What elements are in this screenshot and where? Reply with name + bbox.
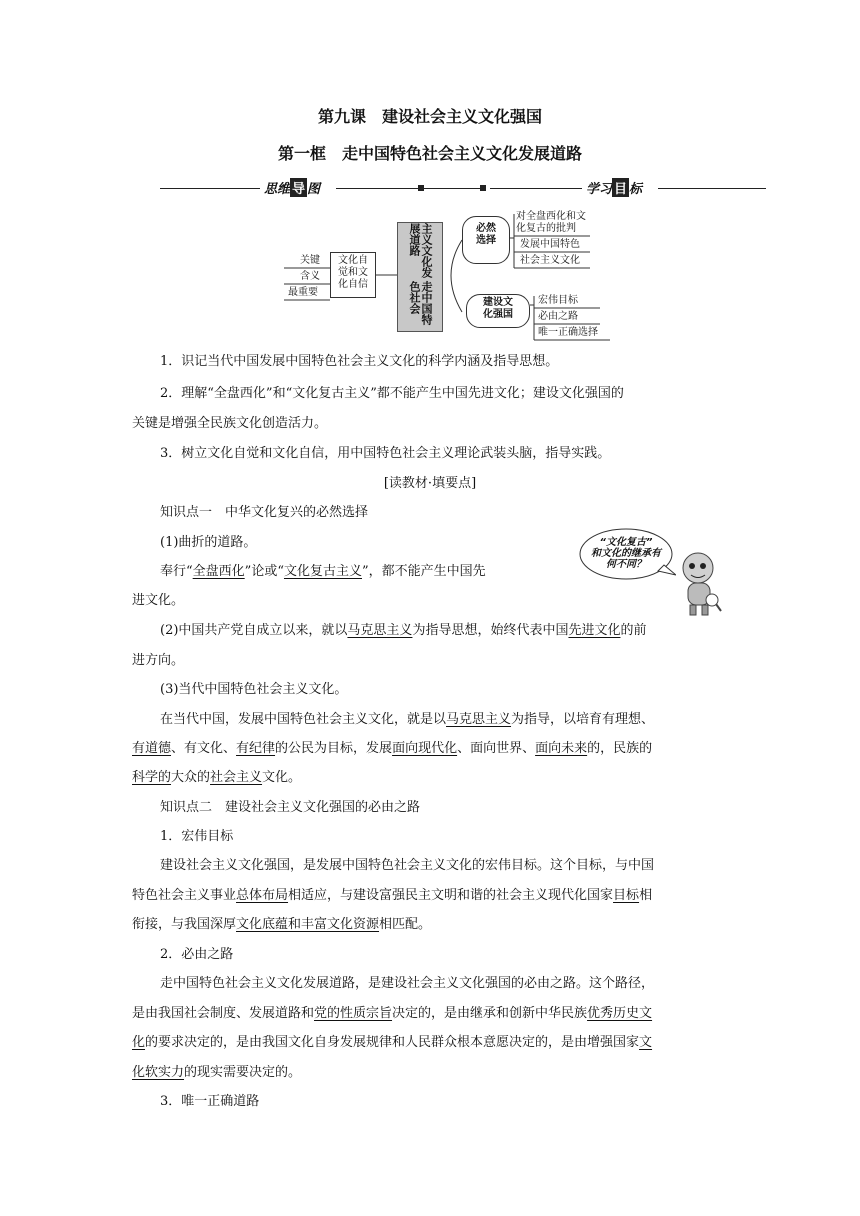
mindmap-left-box — [330, 252, 376, 298]
text: 相 — [639, 888, 653, 903]
text: 衔接，与我国深厚 — [132, 917, 237, 932]
text: (2)中国共产党自成立以来，就以 — [160, 623, 348, 638]
answer: 党的性质宗旨 — [314, 1006, 393, 1021]
text: 的公民为目标，发展 — [275, 741, 393, 756]
text: 大众的 — [171, 770, 211, 785]
mindmap-top-item: 发展中国特色 — [520, 239, 580, 250]
mindmap-top-item: 化复古的批判 — [516, 223, 576, 234]
kp2-h1: 1．宏伟目标 — [160, 829, 234, 844]
kp1-p3 — [160, 710, 760, 730]
bubble-line: 和文化的继承有 — [591, 548, 661, 559]
mindmap-left-box-line: 文化自 — [338, 255, 368, 266]
kp2-b3 — [132, 1033, 732, 1053]
mindmap-bottom-box — [466, 294, 530, 328]
mindmap-top-item: 对全盘西化和文 — [516, 211, 586, 222]
answer: 化 — [132, 1035, 146, 1050]
kp1-p5 — [132, 768, 732, 788]
mindmap-top-item: 社会主义文化 — [520, 255, 580, 266]
kp2-b1: 走中国特色社会主义文化发展道路，是建设社会主义文化强国的必由之路。这个路径， — [160, 976, 655, 991]
kp1-s2-cont: 进方向。 — [132, 653, 185, 668]
goal-3: 3．树立文化自觉和文化自信，用中国特色社会主义理论武装头脑，指导实践。 — [160, 446, 611, 461]
text: 是由我国社会制度、发展道路和 — [132, 1006, 315, 1021]
goals-tag-c: 标 — [629, 182, 643, 197]
kp1-s1: (1)曲折的道路。 — [160, 535, 257, 550]
text: 的，民族的 — [587, 741, 653, 756]
kp1-line2: 进文化。 — [132, 593, 185, 608]
mindmap-top-box-line: 选择 — [476, 235, 496, 246]
goal-2-cont: 关键是增强全民族文化创造活力。 — [132, 416, 328, 431]
lesson-title: 第九课 建设社会主义文化强国 — [317, 107, 542, 126]
text: 文化。 — [262, 770, 302, 785]
goals-tag-a: 学习 — [586, 182, 613, 197]
answer: 社会主义 — [210, 770, 263, 785]
goal-2: 2．理解“全盘西化”和“文化复古主义”都不能产生中国先进文化；建设文化强国的 — [160, 386, 624, 401]
mascot-icon — [676, 548, 722, 618]
kp1-s2 — [160, 621, 760, 641]
bubble-text — [578, 537, 674, 570]
kp2-a2 — [132, 886, 732, 906]
kp2-b2 — [132, 1004, 732, 1024]
answer: 面向现代化 — [392, 741, 458, 756]
text: ”，都不能产生中国先 — [361, 564, 486, 579]
answer: 先进文化 — [568, 623, 621, 638]
answer: 面向未来 — [535, 741, 588, 756]
mindmap-bottom-item: 宏伟目标 — [538, 295, 578, 306]
mindmap-bottom-box-line: 化强国 — [483, 309, 513, 320]
kp2-a3 — [132, 915, 732, 935]
bubble-line: “文化复古” — [599, 537, 653, 548]
speech-bubble — [578, 527, 676, 585]
mindmap-center-b: 走中国特色社会 — [408, 280, 433, 325]
mindmap-left-box-line: 觉和文 — [338, 267, 368, 278]
text: 、有文化、 — [171, 741, 237, 756]
answer: 文化底蕴和丰富文化资源 — [236, 917, 380, 932]
mindmap-left-item: 最重要 — [288, 287, 318, 298]
mindmap-bottom-item: 必由之路 — [538, 311, 578, 322]
kp1-title: 知识点一 中华文化复兴的必然选择 — [160, 505, 369, 520]
mindmap-left-item: 关键 — [300, 255, 320, 266]
text: 决定的，是由继承和创新中华民族 — [392, 1006, 588, 1021]
text: 相匹配。 — [379, 917, 432, 932]
answer: 有纪律 — [236, 741, 276, 756]
answer: 目标 — [613, 888, 640, 903]
mindmap-top-box — [462, 216, 510, 264]
answer: 科学的 — [132, 770, 172, 785]
answer: 总体布局 — [236, 888, 289, 903]
text: 相适应，与建设富强民主文明和谐的社会主义现代化国家 — [288, 888, 614, 903]
mindmap-tag-a: 思维 — [264, 182, 291, 197]
mindmap-tag-c: 图 — [307, 182, 321, 197]
text: 特色社会主义事业 — [132, 888, 237, 903]
mindmap-center-a: 主义文化发展道路 — [408, 223, 433, 278]
kp2-a1: 建设社会主义文化强国，是发展中国特色社会主义文化的宏伟目标。这个目标，与中国 — [160, 858, 655, 873]
kp1-p4 — [132, 739, 732, 759]
text: 为指导思想，始终代表中国 — [412, 623, 569, 638]
text: 奉行“ — [160, 564, 193, 579]
mindmap-bottom-box-line: 建设文 — [483, 297, 513, 308]
mindmap-left-item: 含义 — [300, 271, 320, 282]
answer: 优秀历史文 — [587, 1006, 653, 1021]
mindmap-bottom-item: 唯一正确选择 — [538, 327, 598, 338]
text: 的前 — [620, 623, 647, 638]
answer: 全盘西化 — [192, 564, 245, 579]
text: 的要求决定的，是由我国文化自身发展规律和人民群众根本意愿决定的，是由增强国家 — [145, 1035, 640, 1050]
kp2-title: 知识点二 建设社会主义文化强国的必由之路 — [160, 800, 421, 815]
text: 为指导，以培育有理想、 — [511, 712, 655, 727]
mindmap-tag-b: 导 — [290, 178, 307, 197]
answer: 有道德 — [132, 741, 172, 756]
read-label: [读教材·填要点] — [383, 476, 477, 491]
text: 在当代中国，发展中国特色社会主义文化，就是以 — [160, 712, 447, 727]
text: 、面向世界、 — [457, 741, 536, 756]
kp1-s3: (3)当代中国特色社会主义文化。 — [160, 682, 348, 697]
kp2-b4 — [132, 1063, 732, 1083]
mindmap-center — [397, 222, 443, 332]
goals-tag-b: 目 — [612, 178, 629, 197]
answer: 马克思主义 — [347, 623, 413, 638]
mindmap-left-box-line: 化自信 — [338, 279, 368, 290]
bubble-line: 何不同？ — [606, 559, 646, 570]
kp2-h2: 2．必由之路 — [160, 947, 234, 962]
answer: 化软实力 — [132, 1065, 185, 1080]
text: ”论或“ — [244, 564, 284, 579]
answer: 文 — [639, 1035, 653, 1050]
text: 的现实需要决定的。 — [184, 1065, 302, 1080]
kp2-h3: 3．唯一正确道路 — [160, 1094, 260, 1109]
mindmap-top-box-line: 必然 — [476, 223, 496, 234]
answer: 文化复古主义 — [283, 564, 362, 579]
answer: 马克思主义 — [446, 712, 512, 727]
section-title: 第一框 走中国特色社会主义文化发展道路 — [277, 144, 582, 163]
goal-1: 1．识记当代中国发展中国特色社会主义文化的科学内涵及指导思想。 — [160, 354, 559, 369]
